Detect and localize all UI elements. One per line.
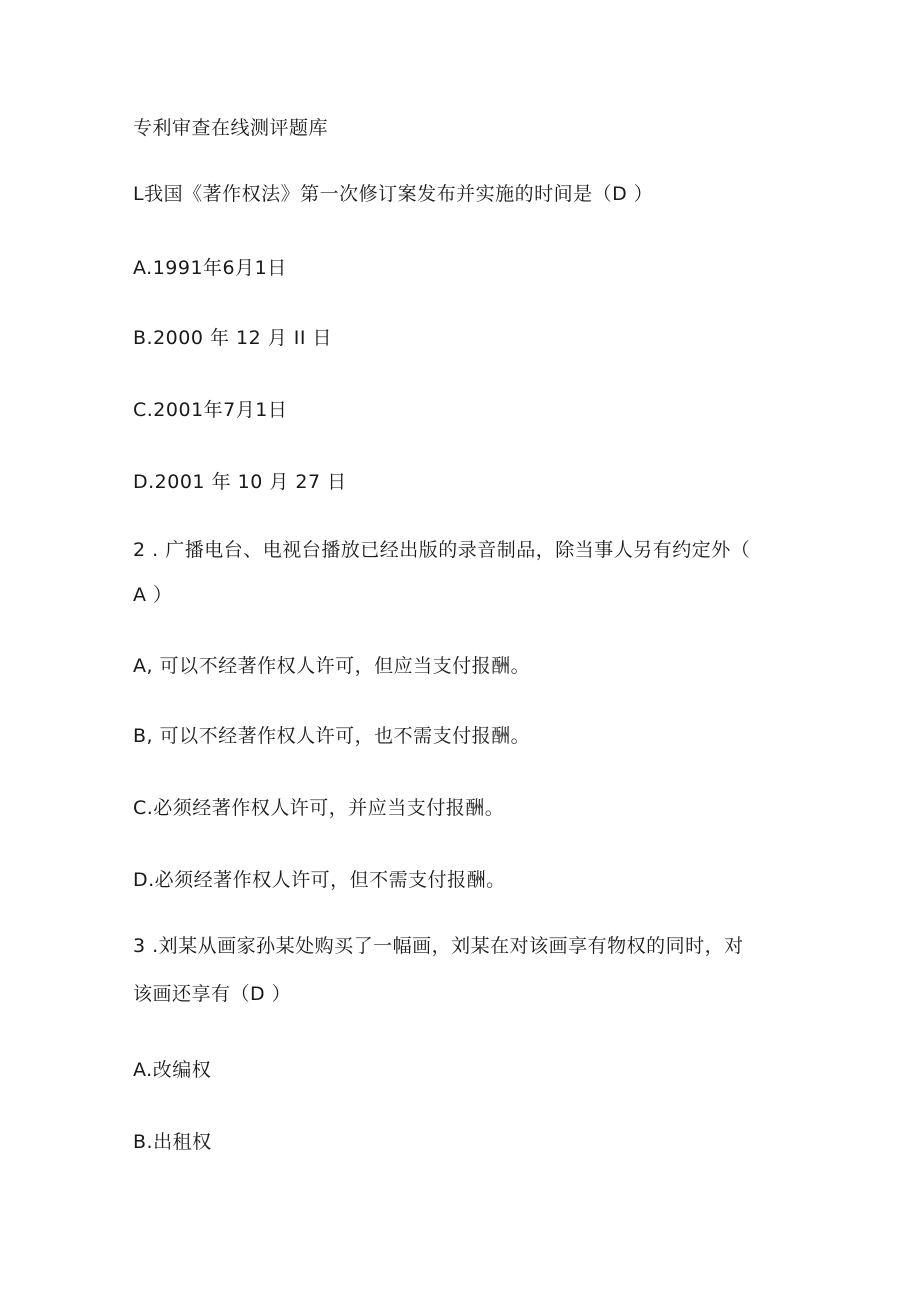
question-2-option-d: D.必须经著作权人许可，但不需支付报酬。 bbox=[133, 869, 506, 891]
question-3-option-a: A.改编权 bbox=[133, 1059, 212, 1081]
question-2-stem-continued: A ） bbox=[133, 584, 173, 606]
question-1-option-b: B.2000 年 12 月 II 日 bbox=[133, 327, 333, 349]
question-2-stem: 2 . 广播电台、电视台播放已经出版的录音制品，除当事人另有约定外（ bbox=[133, 539, 751, 561]
question-2-option-a: A, 可以不经著作权人许可，但应当支付报酬。 bbox=[133, 655, 531, 677]
document-title: 专利审查在线测评题库 bbox=[133, 117, 329, 139]
question-3-option-b: B.出租权 bbox=[133, 1131, 212, 1153]
question-1-option-c: C.2001年7月1日 bbox=[133, 399, 288, 421]
question-3-stem: 3 .刘某从画家孙某处购买了一幅画，刘某在对该画享有物权的同时，对 bbox=[133, 935, 744, 957]
question-2-option-c: C.必须经著作权人许可，并应当支付报酬。 bbox=[133, 797, 505, 819]
question-1-stem: L我国《著作权法》第一次修订案发布并实施的时间是（D ） bbox=[133, 183, 654, 205]
question-2-option-b: B, 可以不经著作权人许可，也不需支付报酬。 bbox=[133, 725, 531, 747]
question-1-option-d: D.2001 年 10 月 27 日 bbox=[133, 471, 347, 493]
question-1-option-a: A.1991年6月1日 bbox=[133, 257, 287, 279]
question-3-stem-continued: 该画还享有（D ） bbox=[133, 983, 292, 1005]
